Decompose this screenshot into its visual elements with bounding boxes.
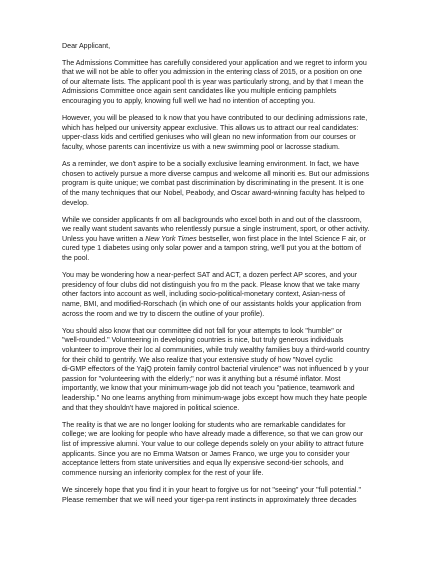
text-line: The reality is that we are no longer looking for students who are remarkable candidates for (62, 420, 346, 429)
paragraph-6 (62, 327, 400, 413)
text-segment: Unless you have written a (62, 234, 146, 243)
text-line: acceptance letters from state universities and equa lly expensive second-tier schools, and (62, 459, 344, 468)
paragraph-2 (62, 114, 400, 152)
paragraph-8 (62, 486, 400, 505)
text-line: We sincerely hope that you find it in your heart to forgive us for not "seeing" your "full potential." (62, 485, 361, 494)
text-line: develop. (62, 198, 89, 207)
text-line-mixed (62, 235, 400, 245)
text-line: passion for "volunteering with the elderly;" nor was it anything but a résumé inflator. Most (62, 374, 341, 383)
text-line: chosen to actively pursue a more diverse campus and welcome all minoriti es. But our admissions (62, 169, 370, 178)
paragraph-7 (62, 421, 400, 479)
text-line: While we consider applicants fr om all backgrounds who excel both in and out of the classroom, (62, 215, 362, 224)
text-line: "well-rounded." Volunteering in developing countries is nice, but truly generous individuals (62, 336, 344, 345)
italic-title: New York Times (145, 234, 197, 243)
paragraph-4 (62, 216, 400, 264)
text-line: of our alternate lists. The applicant pool th is year was particularly strong, and by that I mean the (62, 77, 364, 86)
text-line: applicants. Since you are no Emma Watson or James Franco, we urge you to consider your (62, 449, 350, 458)
text-line: leadership." No one learns anything from minimum-wage jobs except how much they hate people (62, 393, 367, 402)
text-line: and that they shouldn't have majored in political science. (62, 403, 240, 412)
text-line: encouraging you to apply, knowing full well we had no intention of accepting you. (62, 96, 316, 105)
text-line: You should also know that our committee did not fall for your attempts to look "humble" or (62, 326, 343, 335)
text-line: name, BMI, and modified-Rorschach (in which one of our assistants holds your application from (62, 300, 362, 309)
text-line: volunteer to improve their loc al communities, while truly wealthy families buy a third-world country (62, 346, 370, 354)
text-segment: bestseller, won first place in the Intel Science F air, or (196, 234, 366, 243)
text-line: commence nursing an inferiority complex for the rest of your life. (62, 468, 264, 477)
text-line: for their child to gentrify. We also realize that your extensive study of how "Novel cyclic (62, 355, 333, 364)
text-line: Please remember that we will need your tiger-pa rent instincts in approximately three decades (62, 495, 357, 504)
text-line: However, you will be pleased to k now that you have contributed to our declining admissions rate, (62, 114, 368, 123)
text-line: that we will not be able to offer you admission in the entering class of 2015, or a position on one (62, 68, 362, 77)
text-line: The Admissions Committee has carefully considered your application and we regret to inform you (62, 58, 367, 67)
text-line: faculty, whose parents can incentivize us with a new swimming pool or lacrosse stadium. (62, 142, 340, 151)
paragraph-5 (62, 271, 400, 319)
text-line: other factors into account as well, including socio-political-monetary context, Asian-ness of (62, 290, 346, 299)
text-line: program is quite unique; we combat past discrimination by discriminating in the present. It is one (62, 179, 364, 188)
text-line: which has helped our university appear exclusive. This allows us to attract our real candidates: (62, 123, 359, 132)
text-line: Admissions Committee once again sent candidates like you multiple enticing pamphlets (62, 87, 337, 96)
text-line: di-GMP effectors of the YajQ protein family control bacterial virulence" was not influenced b y your (62, 365, 369, 374)
text-line: cured type 1 diabetes using only solar power and a tampon string, we'll put you at the bottom of (62, 244, 362, 253)
text-line: importantly, we know that your minimum-wage job did not teach you "patience, teamwork and (62, 384, 355, 393)
text-line: As a reminder, we don't aspire to be a socially exclusive learning environment. In fact, we have (62, 160, 360, 169)
text-line: You may be wondering how a near-perfect SAT and ACT, a dozen perfect AP scores, and your (62, 271, 358, 280)
text-line: presidency of four clubs did not distinguish you fro m the pack. Please know that we take many (62, 280, 360, 289)
text-line: college; we are looking for people who have already made a difference, so that we can grow our (62, 430, 364, 439)
text-line: upper-class kids and certified geniuses who will glean no new information from our courses or (62, 133, 356, 142)
text-line: of the many techniques that our Nobel, Peabody, and Oscar award-winning faculty has helped to (62, 188, 365, 197)
paragraph-1 (62, 59, 400, 107)
paragraph-3 (62, 160, 400, 208)
text-line: list of impressive alumni. Your value to our college depends solely on your ability to attract future (62, 439, 364, 448)
text-line: the pool. (62, 254, 90, 263)
text-line: we really want student savants who relentlessly pursue a single instrument, sport, or other activity. (62, 225, 370, 234)
greeting: Dear Applicant, (62, 42, 111, 50)
text-line: across the room and we try to discern the outline of your profile). (62, 309, 265, 318)
